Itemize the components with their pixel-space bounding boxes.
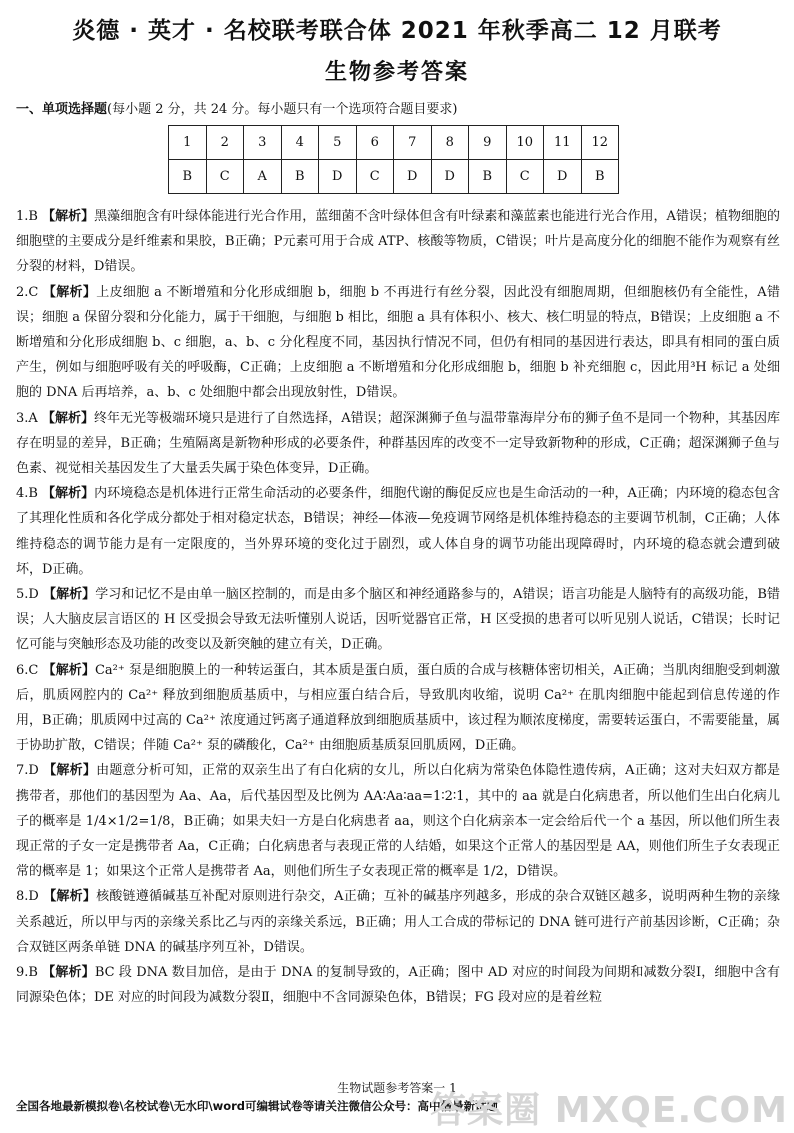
explanation-item (16, 658, 780, 759)
analysis-tag: 【解析】 (42, 284, 97, 300)
item-text: Ca²⁺ 泵是细胞膜上的一种转运蛋白，其本质是蛋白质，蛋白质的合成与核糖体密切相关，A正确；当肌肉细胞受到刺激后，肌质网腔内的 Ca²⁺ 释放到细胞质基质中，与相应蛋白结合后，导致肌肉收缩，说明 Ca²⁺ 在肌肉细胞中能起到信息传递的作用，B正确；肌质网中过高的 Ca²⁺ 浓度通过钙离子通道释放到细胞质基质中，该过程为顺浓度梯度，需要转运蛋白，不需要能量，属于协助扩散，C错误；伴随 Ca²⁺ 泵的磷酸化，Ca²⁺ 由细胞质基质泵回肌质网，D正确。 (16, 662, 780, 754)
answer-cell: B (469, 160, 507, 194)
analysis-tag: 【解析】 (41, 410, 94, 426)
analysis-tag: 【解析】 (42, 965, 95, 981)
analysis-tag: 【解析】 (43, 587, 96, 603)
answer-table-number-row (169, 126, 619, 160)
exam-title: 炎德 · 英才 · 名校联考联合体 2021 年秋季高二 12 月联考 (72, 18, 722, 44)
explanation-item (16, 406, 780, 482)
item-answer: 8.D (16, 889, 39, 905)
question-number: 5 (319, 126, 357, 160)
item-text: 上皮细胞 a 不断增殖和分化形成细胞 b，细胞 b 不再进行有丝分裂，因此没有细胞周期，但细胞核仍有全能性，A错误；细胞 a 保留分裂和分化能力，属于干细胞，与细胞 b 相比，细胞 a 具有体积小、核大、核仁明显的特点，B错误；上皮细胞 a 不断增殖和分化形成细胞 b、c 细胞，a、b、c 分化程度不同，基因执行情况不同，但仍有相同的基因进行表达，即具有相同的蛋白质产生，例如与细胞呼吸有关的呼吸酶，C正确；上皮细胞 a 不断增殖和分化形成细胞 b，细胞 b 补充细胞 c，因此用³H 标记 a 处细胞的 DNA 后再培养，a、b、c 处细胞中都会出现放射性，D错误。 (16, 284, 780, 401)
item-answer: 9.B (16, 965, 38, 981)
item-text: 由题意分析可知，正常的双亲生出了有白化病的女儿，所以白化病为常染色体隐性遗传病，A正确；这对夫妇双方都是携带者，那他们的基因型为 Aa、Aa，后代基因型及比例为 AA∶Aa∶aa=1∶2∶1，其中的 aa 就是白化病患者，所以他们生出白化病儿子的概率是 1/4×1/2=1/8，B正确；如果夫妇一方是白化病患者 aa，则这个白化病亲本一定会给后代一个 a 基因，所以他们所生表现正常的子女一定是携带者 Aa，C正确；白化病患者与表现正常的人结婚，如果这个正常人的基因型是 AA，则他们所生子女表现正常的概率是 1；如果这个正常人是携带者 Aa，则他们所生子女表现正常的概率是 1/2，D错误。 (16, 763, 780, 880)
question-number: 6 (356, 126, 394, 160)
answer-cell: C (206, 160, 244, 194)
question-number: 9 (469, 126, 507, 160)
item-text: 终年无光等极端环境只是进行了自然选择，A错误；超深渊狮子鱼与温带靠海岸分布的狮子鱼不是同一个物种，其基因库存在明显的差异，B正确；生殖隔离是新物种形成的必要条件，种群基因库的改变不一定导致新物种的形成，C正确；超深渊狮子鱼与色素、视觉相关基因发生了大量丢失属于染色体变异，D正确。 (16, 410, 780, 477)
question-number: 11 (544, 126, 582, 160)
item-text: 核酸链遵循碱基互补配对原则进行杂交，A正确；互补的碱基序列越多，形成的杂合双链区越多，说明两种生物的亲缘关系越近，所以甲与丙的亲缘关系比乙与丙的亲缘关系远，B正确；用人工合成的带标记的 DNA 链可进行产前基因诊断，C正确；杂合双链区两条单链 DNA 的碱基序列互补，D错误。 (16, 889, 780, 955)
item-text: BC 段 DNA 数目加倍，是由于 DNA 的复制导致的，A正确；图中 AD 对应的时间段为间期和减数分裂Ⅰ，细胞中含有同源染色体；DE 对应的时间段为减数分裂Ⅱ，细胞中不含同源染色体，B错误；FG 段对应的是着丝粒 (16, 965, 780, 1006)
item-answer: 3.A (16, 410, 38, 426)
item-text: 内环境稳态是机体进行正常生命活动的必要条件，细胞代谢的酶促反应也是生命活动的一种，A正确；内环境的稳态包含了其理化性质和各化学成分都处于相对稳定状态，B错误；神经—体液—免疫调节网络是机体维持稳态的主要调节机制，C正确；人体维持稳态的调节能力是有一定限度的，当外界环境的变化过于剧烈，或人体自身的调节功能出现障碍时，内环境的稳态就会遭到破坏，D正确。 (16, 486, 781, 577)
question-number: 10 (506, 126, 544, 160)
explanations (16, 204, 780, 1011)
item-text: 黑藻细胞含有叶绿体能进行光合作用，蓝细菌不含叶绿体但含有叶绿素和藻蓝素也能进行光合作用，A错误；植物细胞的细胞壁的主要成分是纤维素和果胶，B正确；P元素可用于合成 ATP、核酸等物质，C错误；叶片是高度分化的细胞不能作为观察有丝分裂的材料，D错误。 (16, 209, 781, 275)
answer-cell: D (544, 160, 582, 194)
section-note: (每小题 2 分，共 24 分。每小题只有一个选项符合题目要求) (107, 102, 458, 117)
analysis-tag: 【解析】 (42, 209, 95, 224)
section-title: 一、单项选择题 (16, 102, 108, 117)
answer-subtitle: 生物参考答案 (324, 60, 469, 85)
question-number: 7 (394, 126, 432, 160)
item-answer: 1.B (16, 209, 38, 224)
explanation-item (16, 758, 780, 884)
explanation-item (16, 582, 780, 658)
section-heading (16, 98, 458, 117)
question-number: 3 (244, 126, 282, 160)
footer-notice: 全国各地最新模拟卷\名校试卷\无水印\word可编辑试卷等请关注微信公众号：高中僧最新试题 (16, 1099, 499, 1113)
question-number: 2 (206, 126, 244, 160)
item-answer: 2.C (16, 284, 39, 300)
answer-cell: D (319, 160, 357, 194)
page-footer-label: 生物试题参考答案一 1 (337, 1081, 457, 1095)
answer-cell: B (281, 160, 319, 194)
answer-cell: C (506, 160, 544, 194)
answer-cell: A (244, 160, 282, 194)
item-answer: 6.C (16, 662, 39, 678)
analysis-tag: 【解析】 (42, 486, 95, 502)
question-number: 1 (169, 126, 207, 160)
answer-cell: B (169, 160, 207, 194)
question-number: 4 (281, 126, 319, 160)
item-answer: 4.B (16, 486, 38, 502)
item-text: 学习和记忆不是由单一脑区控制的，而是由多个脑区和神经通路参与的，A错误；语言功能是人脑特有的高级功能，B错误；人大脑皮层言语区的 H 区受损会导致无法听懂别人说话，因听觉器官正常，H 区受损的患者可以听见别人说话，C错误；长时记忆可能与突触形态及功能的改变以及新突触的建立有关，D正确。 (16, 587, 780, 653)
answer-cell: B (581, 160, 619, 194)
item-answer: 5.D (16, 587, 39, 603)
watermark-logo: 答案圈 MXQE.COM (430, 1090, 788, 1131)
explanation-item (16, 960, 780, 1010)
explanation-item (16, 204, 780, 280)
analysis-tag: 【解析】 (43, 889, 97, 905)
answer-cell: D (394, 160, 432, 194)
explanation-item (16, 884, 780, 960)
question-number: 12 (581, 126, 619, 160)
analysis-tag: 【解析】 (43, 763, 97, 779)
answer-table-answer-row (169, 160, 619, 194)
answer-cell: C (356, 160, 394, 194)
explanation-item (16, 481, 780, 582)
answer-cell: D (431, 160, 469, 194)
explanation-item (16, 280, 780, 406)
answer-table (168, 125, 619, 194)
question-number: 8 (431, 126, 469, 160)
analysis-tag: 【解析】 (42, 662, 95, 678)
item-answer: 7.D (16, 763, 39, 779)
